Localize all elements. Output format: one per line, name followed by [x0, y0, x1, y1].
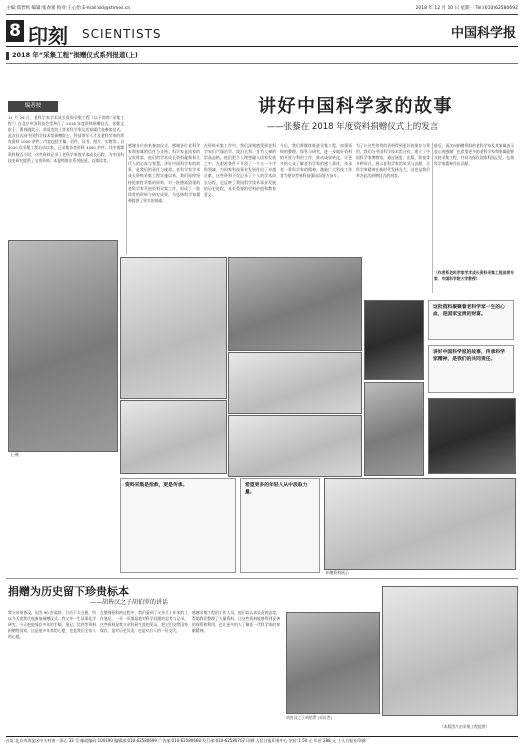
handwritten-letter-photo — [324, 478, 516, 570]
section2-column-2: 在整理资料的过程中，我们看到了父亲几十年来的工作笔记，一页一页都是他对科学问题的思考与记录。这些资料是我父亲科研生涯的见证，把它们交给国家保存，是对历史负责，也是对后人的一份交代。 — [100, 610, 188, 634]
scientist-lab-photo — [8, 240, 118, 452]
page-info-bar — [6, 4, 518, 15]
section-title: 印刻 — [28, 24, 68, 48]
speaker-portrait — [364, 300, 424, 380]
books-display-photo — [228, 352, 362, 414]
author-photo-caption: 胡皆汉之子胡伯罗 (采访者) — [286, 715, 332, 720]
editor-note-label: 编者按 — [8, 101, 58, 112]
section2-column-1: 我父亲胡皆汉，因为 90 岁高龄，行动不太方便，所以今天由我代他参加捐赠仪式。我父亲一生从事化学研究，今天把他保存多年的手稿、笔记、信件等资料捐赠给国家，这是他多年来的心愿，也是我们全家人的心愿。 — [8, 610, 96, 640]
date-info: 2018 年 12 月 10 日 星期一 Tel:(010)62580692 — [415, 6, 518, 11]
newspaper-logo: 中国科学报 — [450, 26, 516, 41]
masthead — [6, 16, 518, 47]
family-portrait-photo — [364, 382, 424, 476]
series-marker — [6, 52, 9, 60]
page-number: 8 — [6, 20, 24, 42]
author-note: （作者系老科学家学术成长资料采集工程首席专家、中国科学院大学教授） — [434, 270, 514, 282]
article-column-4: 为了让这些珍贵的资料得到更好的保存与利用，我们与中国科学技术馆合作，建立了中国科学家博物馆，通过展览、出版、影视等多种形式，展示老科学家的风采与贡献，让科学家精神在新时代发扬光大，这也是我们举办此次捐赠仪式的初衷。 — [356, 143, 430, 179]
scientist-photo-caption: 王·摄 — [10, 452, 19, 457]
article-column-5: 最后，再次向捐赠资料的老科学家及其家属表示衷心的感谢！也希望更多的老科学家和家属能够支持采集工程，共同为保存国家科技记忆、弘扬科学家精神作出贡献。 — [434, 143, 514, 167]
main-headline: 讲好中国科学家的故事 — [258, 96, 453, 117]
section2-subheadline: ——胡皆汉之子胡伯罗的讲话 — [90, 599, 169, 606]
interviewee-portrait — [428, 398, 516, 474]
series-title: 2018 年“采集工程”捐赠仪式系列报道(上) — [12, 51, 138, 59]
pull-quote-2: 讲好中国科学家的故事，传承科学家精神，是我们的共同责任。 — [428, 345, 514, 393]
exhibit-trophy-photo — [120, 257, 227, 399]
editor-note-body: 11 月 26 日，老科学家学术成长资料采集工程（以下简称“采集工程”）在北京中国科技会堂举行了 2018 年度资料捐赠仪式。张继文院士、曹春晓院士、郭爱克院士等老科学家及其家属代表参加仪式。此次仪式向中国科学技术馆捐赠院士、科技领军人才及老科学家的珍贵资料 1000 余件，内容包括手稿、信件、证书、照片、实物等。自 2010 年采集工程启动以来，已采集各类资料 4500 余件，其中视频资料数百小时，这些资料记录了老科学家的学术成长历程，为中国科技史研究提供了宝贵资料。本报特推出系列报道，以飨读者。 — [8, 115, 124, 163]
article-column-3: 今后，我们将继续推进采集工程，加强资料的整理、保管与研究，进一步做好资料的开放与利用工作，推动成果转化，让更多的公众了解老科学家的感人事迹，传承老一辈科学家的精神，激励广大科技工作者为建设世界科技强国而努力奋斗。 — [280, 143, 352, 179]
document-display-photo — [228, 257, 362, 351]
section2-column-3: 感谢采集工程的工作人员，他们以认真负责的态度，帮助我们整理了大量资料，让这些资料能够得到妥善的保管和利用，也让更多的人了解老一代科学家的奉献精神。 — [192, 610, 280, 634]
certificates-photo — [120, 400, 227, 474]
documents-table-photo — [228, 415, 362, 477]
article-column-2: 在资料采集工作中，我们深刻感受到老科学家们严谨治学、淡泊名利、甘为人梯的崇高品格。他们把个人理想融入国家发展之中，在艰苦条件下开创了一个又一个学科领域，为国家科技事业发展作出了卓越贡献。这些资料不仅记录了个人的学术成长历程，也反映了我国科学技术事业发展的历史进程，具有重要的史料价值和教育意义。 — [204, 143, 276, 197]
collage-caption: 捐赠资料展示 — [326, 570, 349, 575]
pull-quote-3: 资料采集是抢救，更是传承。 — [120, 478, 236, 573]
archive-materials-photo — [382, 586, 518, 716]
pull-quote-1: 这批资料凝聚着老科学家一生的心血，是国家宝贵的财富。 — [428, 300, 514, 340]
editor-info: 主编:郑晋鸣 编辑:张春蕾 校对:王心怡 E-mail:skl@stimes.cn — [6, 6, 131, 11]
main-subheadline: ——张藜在 2018 年度资料捐赠仪式上的发言 — [266, 122, 439, 132]
series-banner — [6, 49, 518, 64]
section-subtitle: SCIENTISTS — [82, 27, 162, 41]
author-photo — [286, 612, 380, 714]
pull-quote-4: 希望更多的年轻人从中汲取力量。 — [240, 478, 320, 573]
section2-headline: 捐赠为历史留下珍贵标本 — [8, 585, 129, 598]
publisher-info: 社址:北京市海淀区中关村南一条乙 33 号 邮政编码:100190 编辑部:010-62580699 广告部:010-62580668 发行部:010-62580707 印刷:人民日报印务中心 定价:1.50 元 年价:288 元 工人日报社印刷厂 — [6, 736, 518, 745]
section-divider — [6, 578, 518, 579]
photo-credit: （本版图片由采集工程提供） — [440, 724, 490, 729]
column-divider — [126, 143, 127, 255]
article-column-1: 感谢各位前来参加仪式，感谢各位老科学家和家属的信任与支持。科学家是国家的宝贵财富，他们的学术成长资料凝聚着几代人的心血与智慧，讲好中国科学家的故事，是我们的责任与使命。老科学家学术成长资料采集工程实施以来，我们始终坚持抢救性采集的原则，对一批德高望重的老科学家开展资料采集工作，形成了一批珍贵的资料与研究成果，为弘扬科学家精神提供了坚实的基础。 — [128, 143, 200, 203]
column-divider — [432, 143, 433, 293]
